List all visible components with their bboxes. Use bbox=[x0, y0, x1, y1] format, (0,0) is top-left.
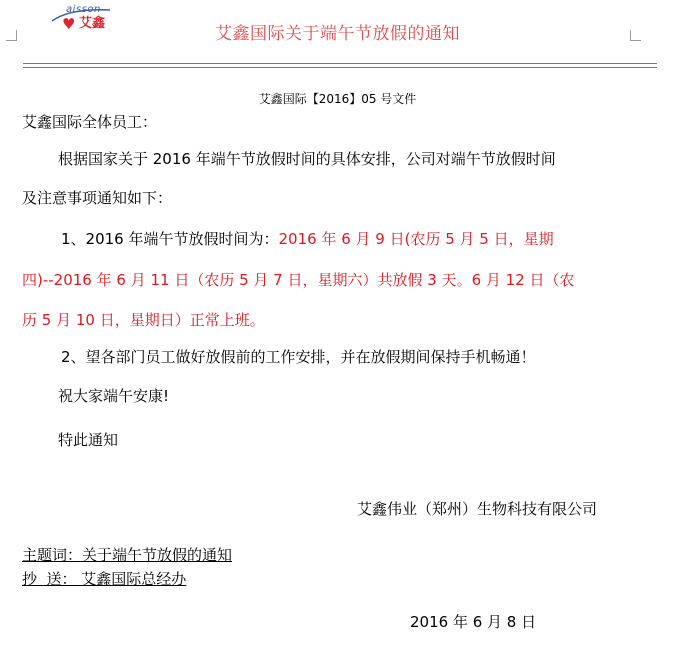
item1-prefix: 1、2016 年端午节放假时间为： bbox=[61, 230, 279, 248]
item1-date-range: 2016 年 6 月 9 日(农历 5 月 5 日，星期 bbox=[278, 230, 554, 248]
item1-line2: 四)--2016 年 6 月 11 日（农历 5 月 7 日，星期六）共放假 3 天。6 月 12 日（农 bbox=[22, 271, 575, 289]
item1-line3: 历 5 月 10 日，星期日）正常上班。 bbox=[22, 311, 265, 329]
item1-line1 bbox=[61, 230, 554, 248]
paragraph1-line1: 根据国家关于 2016 年端午节放假时间的具体安排，公司对端午节放假时间 bbox=[58, 150, 556, 168]
wishes: 祝大家端午安康! bbox=[58, 387, 170, 405]
notice-closing: 特此通知 bbox=[58, 431, 119, 449]
logo-heart-icon: ♥ bbox=[62, 15, 76, 33]
logo-brand-text: 艾鑫 bbox=[79, 16, 106, 31]
file-number: 艾鑫国际【2016】05 号文件 bbox=[258, 92, 417, 106]
title-rule-top bbox=[23, 63, 657, 64]
item2: 2、望各部门员工做好放假前的工作安排，并在放假期间保持手机畅通！ bbox=[61, 348, 536, 366]
paragraph1-line2: 及注意事项通知如下： bbox=[22, 189, 173, 207]
issue-date: 2016 年 6 月 8 日 bbox=[410, 613, 537, 631]
title-rule-bottom bbox=[23, 67, 657, 68]
addressee: 艾鑫国际全体员工： bbox=[22, 113, 158, 131]
subject-keywords: 主题词：关于端午节放假的通知 bbox=[22, 546, 233, 564]
company-signature: 艾鑫伟业（郑州）生物科技有限公司 bbox=[357, 500, 598, 518]
logo-brand-small: aisson bbox=[66, 4, 101, 15]
carbon-copy: 抄 送： 艾鑫国际总经办 bbox=[22, 570, 187, 588]
document-title: 艾鑫国际关于端午节放假的通知 bbox=[215, 24, 460, 44]
